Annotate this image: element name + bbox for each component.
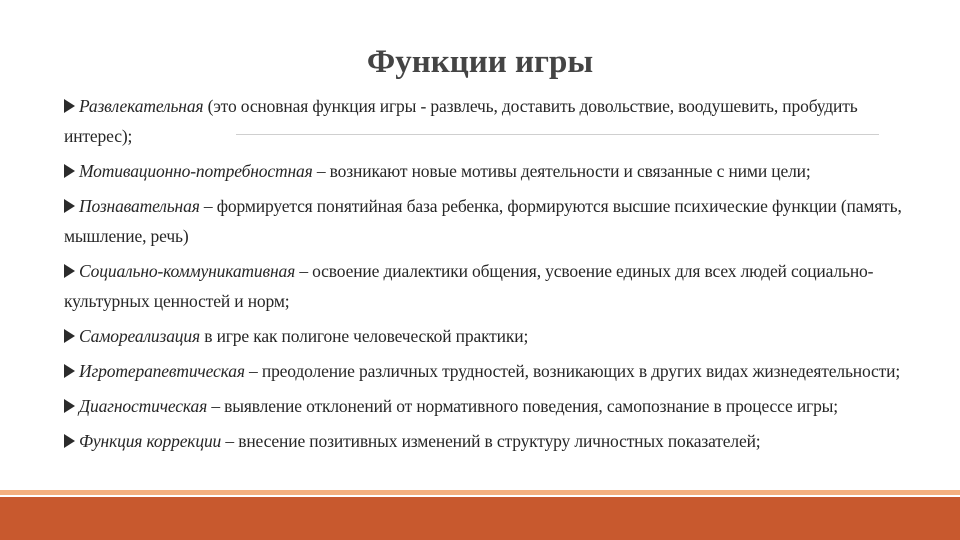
item-text: – формируется понятийная база ребенка, формируются высшие психические функции (память, мышление, речь) — [64, 196, 902, 246]
item-text: в игре как полигоне человеческой практики; — [200, 326, 529, 346]
arrow-bullet-icon — [64, 434, 75, 448]
arrow-bullet-icon — [64, 329, 75, 343]
list-item — [64, 391, 924, 421]
item-term: Познавательная — [79, 196, 200, 216]
item-text: – возникают новые мотивы деятельности и связанные с ними цели; — [312, 161, 811, 181]
arrow-bullet-icon — [64, 164, 75, 178]
arrow-bullet-icon — [64, 199, 75, 213]
item-text: – внесение позитивных изменений в структуру личностных показателей; — [221, 431, 761, 451]
item-term: Социально-коммуникативная — [79, 261, 296, 281]
list-item — [64, 156, 924, 186]
item-term: Самореализация — [79, 326, 200, 346]
list-item — [64, 426, 924, 456]
arrow-bullet-icon — [64, 264, 75, 278]
item-term: Игротерапевтическая — [79, 361, 245, 381]
footer-accent-line — [0, 490, 960, 495]
arrow-bullet-icon — [64, 399, 75, 413]
list-item — [64, 191, 924, 251]
list-item — [64, 256, 924, 316]
item-term: Диагностическая — [79, 396, 208, 416]
arrow-bullet-icon — [64, 99, 75, 113]
arrow-bullet-icon — [64, 364, 75, 378]
item-text: – преодоление различных трудностей, возникающих в других видах жизнедеятельности; — [244, 361, 901, 381]
item-text: (это основная функция игры - развлечь, доставить довольствие, воодушевить, пробудить интерес); — [64, 96, 858, 146]
slide-title: Функции игры — [366, 44, 594, 80]
item-term: Функция коррекции — [79, 431, 222, 451]
item-term: Мотивационно-потребностная — [79, 161, 313, 181]
list-item — [64, 91, 924, 151]
list-item — [64, 356, 924, 386]
footer-bar — [0, 497, 960, 540]
item-term: Развлекательная — [79, 96, 204, 116]
item-text: – освоение диалектики общения, усвоение единых для всех людей социально-культурных ценностей и норм; — [64, 261, 874, 311]
item-text: – выявление отклонений от нормативного поведения, самопознание в процессе игры; — [207, 396, 838, 416]
list-item — [64, 321, 924, 351]
function-list — [64, 91, 924, 461]
